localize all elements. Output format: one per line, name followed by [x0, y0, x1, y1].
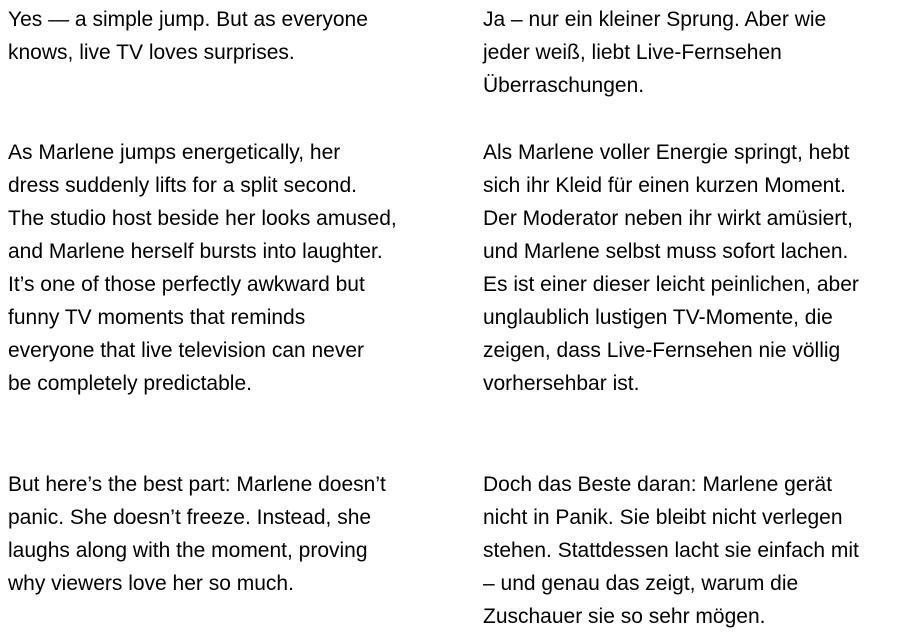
text-line: Der Moderator neben ihr wirkt amüsiert, — [483, 207, 853, 230]
text-line: everyone that live television can never — [8, 339, 365, 362]
text-line: – und genau das zeigt, warum die — [483, 572, 799, 595]
english-paragraph-2 — [8, 136, 397, 400]
german-paragraph-3 — [483, 468, 859, 633]
text-line: und Marlene selbst muss sofort lachen. — [483, 240, 849, 263]
text-line: panic. She doesn’t freeze. Instead, she — [8, 506, 372, 529]
text-line: jeder weiß, liebt Live-Fernsehen — [483, 41, 782, 64]
text-line: and Marlene herself bursts into laughter. — [8, 240, 383, 263]
text-line: Als Marlene voller Energie springt, hebt — [483, 141, 850, 164]
text-line: why viewers love her so much. — [8, 572, 294, 595]
text-line: As Marlene jumps energetically, her — [8, 141, 341, 164]
text-line: laughs along with the moment, proving — [8, 539, 368, 562]
german-paragraph-2 — [483, 136, 859, 400]
english-paragraph-3 — [8, 468, 386, 600]
text-line: be completely predictable. — [8, 372, 252, 395]
text-line: dress suddenly lifts for a split second. — [8, 174, 358, 197]
text-line: knows, live TV loves surprises. — [8, 41, 295, 64]
text-line: Doch das Beste daran: Marlene gerät — [483, 473, 833, 496]
text-line: Überraschungen. — [483, 74, 645, 97]
text-line: funny TV moments that reminds — [8, 306, 306, 329]
english-paragraph-1 — [8, 3, 368, 69]
text-line: Es ist einer dieser leicht peinlichen, aber — [483, 273, 859, 296]
text-line: sich ihr Kleid für einen kurzen Moment. — [483, 174, 846, 197]
text-line: nicht in Panik. Sie bleibt nicht verlegen — [483, 506, 843, 529]
text-line: zeigen, dass Live-Fernsehen nie völlig — [483, 339, 841, 362]
text-line: Zuschauer sie so sehr mögen. — [483, 605, 766, 628]
text-line: vorhersehbar ist. — [483, 372, 640, 395]
text-line: unglaublich lustigen TV-Momente, die — [483, 306, 833, 329]
text-line: stehen. Stattdessen lacht sie einfach mit — [483, 539, 859, 562]
text-line: Ja – nur ein kleiner Sprung. Aber wie — [483, 8, 827, 31]
german-paragraph-1 — [483, 3, 826, 102]
text-line: The studio host beside her looks amused, — [8, 207, 397, 230]
text-line: But here’s the best part: Marlene doesn’t — [8, 473, 386, 496]
text-line: Yes — a simple jump. But as everyone — [8, 8, 368, 31]
text-line: It’s one of those perfectly awkward but — [8, 273, 365, 296]
